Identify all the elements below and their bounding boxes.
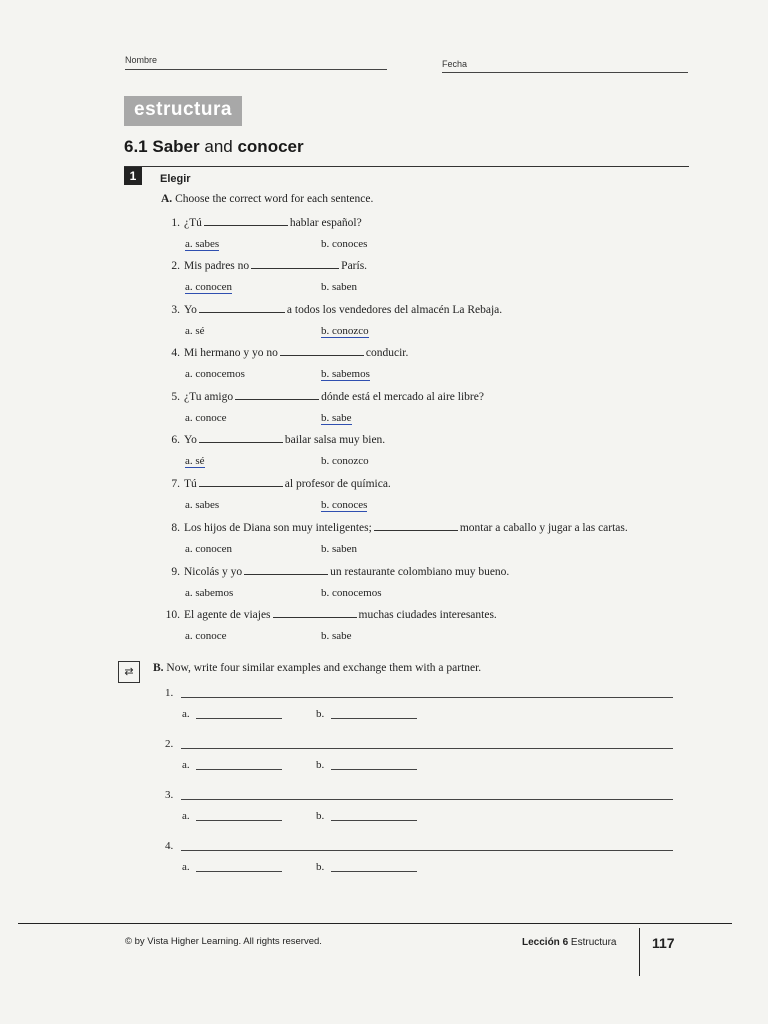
option-a[interactable]: a. conoce <box>185 412 227 424</box>
answer-blank[interactable] <box>204 217 288 226</box>
part-b-option-b-line[interactable] <box>331 820 417 821</box>
footer-rule <box>18 923 732 924</box>
part-b-instructions <box>153 662 481 674</box>
question-suffix: a todos los vendedores del almacén La Rebaja. <box>286 304 503 316</box>
option-a[interactable]: a. conocen <box>185 281 233 293</box>
question-1 <box>158 217 362 229</box>
question-number: 10. <box>165 609 180 621</box>
option-a[interactable]: a. conoce <box>185 630 227 642</box>
part-b-text: Now, write four similar examples and exchange them with a partner. <box>166 662 482 674</box>
question-suffix: montar a caballo y jugar a las cartas. <box>459 522 628 534</box>
question-10 <box>158 609 497 621</box>
question-prefix: ¿Tú <box>184 217 202 229</box>
date-line[interactable] <box>442 72 688 73</box>
part-a-label: A. <box>161 193 173 205</box>
question-suffix: París. <box>341 260 368 272</box>
answer-blank[interactable] <box>280 347 364 356</box>
part-b-option-a-line[interactable] <box>196 820 282 821</box>
option-b[interactable]: b. saben <box>321 543 358 555</box>
option-b[interactable]: b. conozco <box>321 455 369 467</box>
option-a[interactable]: a. conocen <box>185 543 233 555</box>
question-3 <box>158 304 502 316</box>
question-suffix: bailar salsa muy bien. <box>284 434 386 446</box>
activity-title: Elegir <box>160 173 191 185</box>
part-b-item-number: 4. <box>165 840 174 852</box>
part-b-option-a-label: a. <box>182 759 190 771</box>
question-prefix: Nicolás y yo <box>184 566 243 578</box>
lesson-bold: Lección 6 <box>522 937 569 948</box>
part-b-option-b-line[interactable] <box>331 769 417 770</box>
question-number: 3. <box>171 304 180 316</box>
part-b-label: B. <box>153 662 164 674</box>
question-suffix: muchas ciudades interesantes. <box>358 609 497 621</box>
part-b-item-number: 3. <box>165 789 174 801</box>
question-5 <box>158 391 484 403</box>
part-b-sentence-line[interactable] <box>181 799 673 800</box>
part-b-option-b-label: b. <box>316 810 325 822</box>
question-prefix: Mis padres no <box>184 260 250 272</box>
question-number: 4. <box>171 347 180 359</box>
answer-blank[interactable] <box>199 304 285 313</box>
part-b-item-number: 2. <box>165 738 174 750</box>
page-number: 117 <box>652 935 675 951</box>
answer-blank[interactable] <box>244 566 328 575</box>
option-a[interactable]: a. sé <box>185 325 205 337</box>
part-b-sentence-line[interactable] <box>181 748 673 749</box>
question-number: 6. <box>171 434 180 446</box>
part-b-option-b-label: b. <box>316 861 325 873</box>
date-label: Fecha <box>442 59 468 69</box>
option-b[interactable]: b. sabe <box>321 630 352 642</box>
question-2 <box>158 260 367 272</box>
part-b-item-number: 1. <box>165 687 174 699</box>
section-title <box>124 137 304 157</box>
question-number: 1. <box>171 217 180 229</box>
lesson-label <box>522 937 617 948</box>
lesson-rest: Estructura <box>570 937 617 948</box>
part-b-sentence-line[interactable] <box>181 850 673 851</box>
part-b-option-a-label: a. <box>182 708 190 720</box>
question-suffix: dónde está el mercado al aire libre? <box>321 391 484 403</box>
answer-blank[interactable] <box>199 478 283 487</box>
option-a[interactable]: a. sabes <box>185 499 220 511</box>
part-b-option-b-label: b. <box>316 708 325 720</box>
question-7 <box>158 478 391 490</box>
section-word1: Saber <box>152 137 200 156</box>
part-b-option-a-label: a. <box>182 861 190 873</box>
name-line[interactable] <box>125 69 387 70</box>
option-a[interactable]: a. sabes <box>185 238 220 250</box>
section-number: 6.1 <box>124 137 148 156</box>
question-6 <box>158 434 385 446</box>
question-number: 8. <box>171 522 180 534</box>
option-b[interactable]: b. sabemos <box>321 368 370 380</box>
part-b-option-a-line[interactable] <box>196 871 282 872</box>
option-a[interactable]: a. sé <box>185 455 205 467</box>
question-suffix: un restaurante colombiano muy bueno. <box>330 566 510 578</box>
question-suffix: hablar español? <box>289 217 362 229</box>
answer-blank[interactable] <box>273 609 357 618</box>
option-a[interactable]: a. sabemos <box>185 587 234 599</box>
estructura-banner: estructura <box>124 96 242 126</box>
section-word2: conocer <box>237 137 304 156</box>
question-number: 5. <box>171 391 180 403</box>
question-4 <box>158 347 408 359</box>
option-b[interactable]: b. conozco <box>321 325 369 337</box>
question-prefix: Mi hermano y yo no <box>184 347 278 359</box>
question-prefix: Yo <box>184 434 197 446</box>
option-a[interactable]: a. conocemos <box>185 368 245 380</box>
copyright-text: © by Vista Higher Learning. All rights reserved. <box>125 936 322 947</box>
question-prefix: El agente de viajes <box>184 609 271 621</box>
part-b-option-a-label: a. <box>182 810 190 822</box>
option-b[interactable]: b. conoces <box>321 499 368 511</box>
activity-number-box: 1 <box>124 167 142 185</box>
answer-blank[interactable] <box>374 522 458 531</box>
pair-work-icon: ⇄ <box>118 661 140 683</box>
question-prefix: Yo <box>184 304 197 316</box>
part-b-option-a-line[interactable] <box>196 769 282 770</box>
question-number: 2. <box>171 260 180 272</box>
name-label: Nombre <box>125 55 158 65</box>
answer-blank[interactable] <box>251 260 339 269</box>
part-a-instructions <box>161 193 373 205</box>
part-b-option-b-line[interactable] <box>331 718 417 719</box>
question-prefix: ¿Tu amigo <box>184 391 234 403</box>
part-b-option-b-line[interactable] <box>331 871 417 872</box>
question-number: 9. <box>171 566 180 578</box>
question-9 <box>158 566 509 578</box>
option-b[interactable]: b. conoces <box>321 238 368 250</box>
question-number: 7. <box>171 478 180 490</box>
section-rule <box>124 166 689 167</box>
part-b-option-b-label: b. <box>316 759 325 771</box>
question-suffix: conducir. <box>365 347 409 359</box>
part-a-text: Choose the correct word for each sentence. <box>175 193 374 205</box>
part-b-option-a-line[interactable] <box>196 718 282 719</box>
question-suffix: al profesor de química. <box>284 478 391 490</box>
part-b-sentence-line[interactable] <box>181 697 673 698</box>
section-conj: and <box>204 137 233 156</box>
question-8 <box>158 522 628 534</box>
answer-blank[interactable] <box>199 434 283 443</box>
option-b[interactable]: b. saben <box>321 281 358 293</box>
question-prefix: Los hijos de Diana son muy inteligentes; <box>184 522 372 534</box>
answer-blank[interactable] <box>235 391 319 400</box>
option-b[interactable]: b. sabe <box>321 412 352 424</box>
question-prefix: Tú <box>184 478 197 490</box>
option-b[interactable]: b. conocemos <box>321 587 382 599</box>
footer-divider <box>639 928 640 976</box>
